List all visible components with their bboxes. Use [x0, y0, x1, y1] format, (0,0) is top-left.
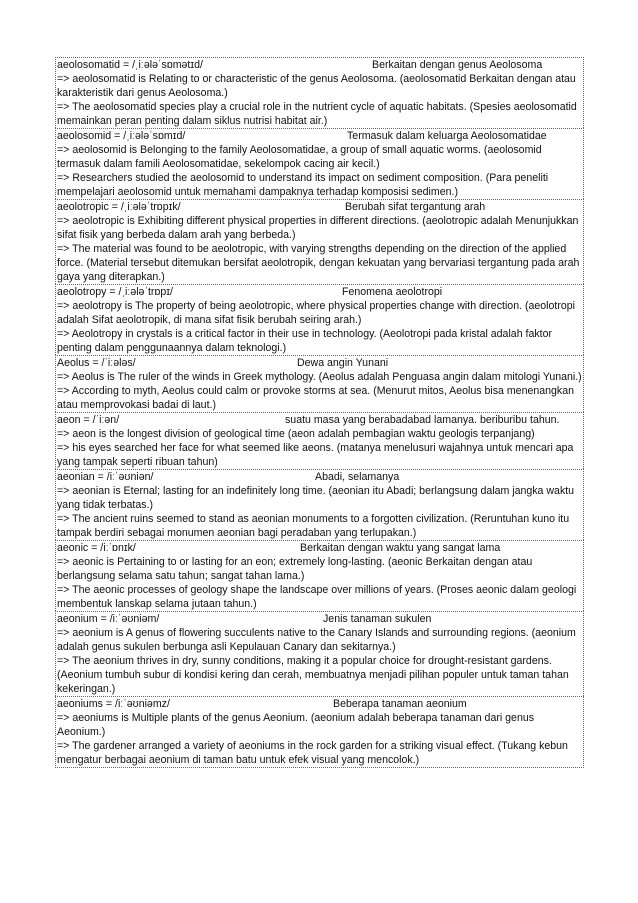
dictionary-entry: [55, 412, 584, 469]
entry-definition: => aeonian is Eternal; lasting for an indefinitely long time. (aeonian itu Abadi; berlangsung dalam jangka waktu yang tidak terbatas.): [57, 485, 575, 511]
entry-definition: => aeolotropy is The property of being aeolotropic, where physical properties change with direction. (aeolotropi adalah Sifat aeolotropik, di mana sifat fisik berubah seiring arah.): [57, 300, 576, 326]
entry-example: => The gardener arranged a variety of aeoniums in the rock garden for a striking visual effect. (Tukang kebun mengatur berbagai aeonium di taman batu untuk efek visual yang mencolok.): [57, 740, 568, 766]
entry-header: [57, 413, 582, 427]
entry-headword: aeonium = /iːˈəʊniəm/: [57, 613, 160, 625]
dictionary-entry: [55, 284, 584, 355]
dictionary-entry: [55, 128, 584, 199]
entry-meaning: Abadi, selamanya: [315, 471, 400, 483]
entry-header: [57, 129, 582, 143]
dictionary-entry: [55, 540, 584, 611]
entry-example: => The aeonium thrives in dry, sunny conditions, making it a popular choice for drought-resistant gardens. (Aeonium tumbuh subur di kondisi kering dan cerah, membuatnya menjadi pilihan populer untuk taman tahan kekeringan.): [57, 655, 569, 695]
entry-definition: => aeonium is A genus of flowering succulents native to the Canary Islands and surrounding regions. (aeonium adalah genus sukulen berbunga asli Kepulauan Canary dan sekitarnya.): [57, 627, 576, 653]
entry-headword: aeolotropic = /ˌiːələˈtrɒpɪk/: [57, 201, 181, 213]
entry-meaning: Jenis tanaman sukulen: [323, 613, 432, 625]
entry-definition: => aeoniums is Multiple plants of the genus Aeonium. (aeonium adalah beberapa tanaman dari genus Aeonium.): [57, 712, 535, 738]
entry-headword: aeolosomatid = /ˌiːələˈsɒmətɪd/: [57, 59, 203, 71]
entry-example: => Aeolotropy in crystals is a critical factor in their use in technology. (Aeolotropi pada kristal adalah faktor penting dalam penggunaannya dalam teknologi.): [57, 328, 553, 354]
entry-header: [57, 697, 582, 711]
entry-meaning: Berkaitan dengan waktu yang sangat lama: [300, 542, 501, 554]
entry-definition: => aeolosomid is Belonging to the family Aeolosomatidae, a group of small aquatic worms. (aeolosomid termasuk dalam famili Aeolosomatidae, sekelompok cacing air kecil.): [57, 144, 542, 170]
entry-example: => The material was found to be aeolotropic, with varying strengths depending on the direction of the applied force. (Material tersebut ditemukan bersifat aeolotropik, dengan kekuatan yang bervariasi tergantung pada arah gaya yang diterapkan.): [57, 243, 580, 283]
entry-example: => The aeonic processes of geology shape the landscape over millions of years. (Proses aeonic dalam geologi membentuk lanskap selama jutaan tahun.): [57, 584, 577, 610]
entry-header: [57, 58, 582, 72]
dictionary-entry: [55, 469, 584, 540]
dictionary-entry: [55, 355, 584, 412]
entry-header: [57, 200, 582, 214]
entry-headword: aeon = /ˈiːən/: [57, 414, 120, 426]
entry-example: => The aeolosomatid species play a crucial role in the nutrient cycle of aquatic habitats. (Spesies aeolosomatid memainkan peran penting dalam siklus nutrisi habitat air.): [57, 101, 577, 127]
dictionary-entry: [55, 696, 584, 768]
dictionary-entry: [55, 57, 584, 128]
entry-header: [57, 470, 582, 484]
entry-meaning: Beberapa tanaman aeonium: [333, 698, 467, 710]
entry-example: => Researchers studied the aeolosomid to understand its impact on sediment composition. (Para peneliti mempelajari aeolosomid untuk memahami dampaknya terhadap komposisi sedimen.): [57, 172, 549, 198]
dictionary-entry: [55, 199, 584, 284]
entry-definition: => aeonic is Pertaining to or lasting for an eon; extremely long-lasting. (aeonic Berkaitan dengan atau berlangsung selama satu tahun; sangat tahan lama.): [57, 556, 533, 582]
entry-definition: => aeon is the longest division of geological time (aeon adalah pembagian waktu geologis terpanjang): [57, 428, 535, 440]
entry-example: => The ancient ruins seemed to stand as aeonian monuments to a forgotten civilization. (Reruntuhan kuno itu tampak berdiri sebagai monumen aeonian bagi peradaban yang terlupakan.): [57, 513, 570, 539]
entry-header: [57, 356, 582, 370]
dictionary-list: [55, 57, 584, 768]
entry-example: => his eyes searched her face for what seemed like aeons. (matanya menelusuri wajahnya untuk mencari apa yang tampak seperti ribuan tahun): [57, 442, 574, 468]
entry-headword: aeonian = /iːˈəʊniən/: [57, 471, 154, 483]
entry-definition: => Aeolus is The ruler of the winds in Greek mythology. (Aeolus adalah Penguasa angin dalam mitologi Yunani.): [57, 371, 582, 383]
entry-headword: aeolotropy = /ˌiːələˈtrɒpɪ/: [57, 286, 173, 298]
entry-header: [57, 612, 582, 626]
entry-example: => According to myth, Aeolus could calm or provoke storms at sea. (Menurut mitos, Aeolus bisa menenangkan atau memprovokasi badai di laut.): [57, 385, 575, 411]
entry-meaning: Termasuk dalam keluarga Aeolosomatidae: [347, 130, 547, 142]
entry-meaning: Berubah sifat tergantung arah: [345, 201, 486, 213]
entry-headword: aeoniums = /iːˈəʊniəmz/: [57, 698, 170, 710]
entry-headword: aeonic = /iːˈɒnɪk/: [57, 542, 136, 554]
entry-header: [57, 285, 582, 299]
entry-header: [57, 541, 582, 555]
entry-definition: => aeolotropic is Exhibiting different physical properties in different directions. (aeolotropic adalah Menunjukkan sifat fisik yang berbeda dalam arah yang berbeda.): [57, 215, 579, 241]
entry-meaning: Dewa angin Yunani: [297, 357, 389, 369]
entry-meaning: suatu masa yang berabadabad lamanya. beriburibu tahun.: [285, 414, 560, 426]
entry-headword: Aeolus = /ˈiːələs/: [57, 357, 136, 369]
dictionary-entry: [55, 611, 584, 696]
entry-meaning: Fenomena aeolotropi: [342, 286, 443, 298]
entry-definition: => aeolosomatid is Relating to or characteristic of the genus Aeolosoma. (aeolosomatid Berkaitan dengan atau karakteristik dari genus Aeolosoma.): [57, 73, 576, 99]
entry-meaning: Berkaitan dengan genus Aeolosoma: [372, 59, 543, 71]
entry-headword: aeolosomid = /ˌiːələˈsɒmɪd/: [57, 130, 186, 142]
